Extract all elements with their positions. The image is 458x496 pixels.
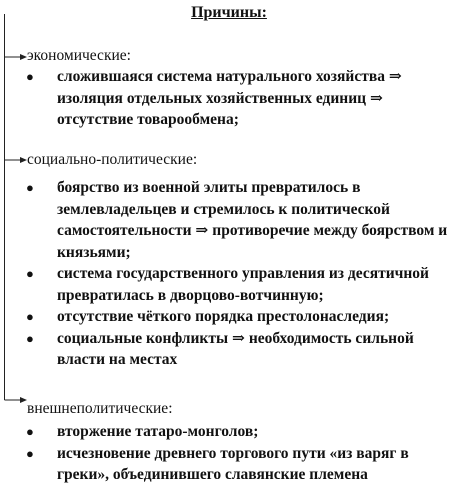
section-label-economic: экономические:	[27, 47, 131, 64]
list-item: ● социальные конфликты ⇒ необходимость сильной власти на местах	[26, 329, 414, 368]
list-item: ● вторжение татаро-монголов;	[0, 421, 458, 443]
list-item: ● система государственного управления из десятичной превратилась в дворцово-вотчинную;	[26, 265, 429, 304]
arrow-icon	[20, 54, 27, 60]
bullet-icon: ●	[26, 180, 34, 195]
list-item: ● сложившаяся система натурального хозяйства ⇒ изоляция отдельных хозяйственных единиц ⇒ отсутствие товарообмена;	[26, 68, 402, 128]
bullet-icon: ●	[26, 424, 34, 439]
list-item: ● боярство из военной элиты превратилось в землевладельцев и стремилось к политической самостоятельности ⇒ противоречие между боярством и князьями;	[26, 179, 448, 261]
section-label-foreign-policy: внешнеполитические:	[27, 400, 173, 417]
section-label-sociopolitical: социально-политические:	[27, 151, 198, 168]
list-economic	[0, 66, 458, 131]
list-foreign-policy	[0, 421, 458, 486]
bullet-icon: ●	[26, 266, 34, 281]
bullet-icon: ●	[26, 309, 34, 324]
list-item: ● исчезновение древнего торгового пути «из варяг в греки», объединившего славянские племена	[26, 444, 409, 483]
arrow-icon	[20, 397, 27, 403]
bullet-icon: ●	[26, 445, 34, 461]
heading: Причины:	[191, 4, 267, 21]
list-item: ● отсутствие чёткого порядка престолонаследия;	[0, 306, 458, 328]
list-sociopolitical	[0, 177, 458, 371]
bullet-icon: ●	[26, 330, 34, 346]
bullet-icon: ●	[26, 69, 34, 84]
arrow-icon	[20, 157, 27, 163]
